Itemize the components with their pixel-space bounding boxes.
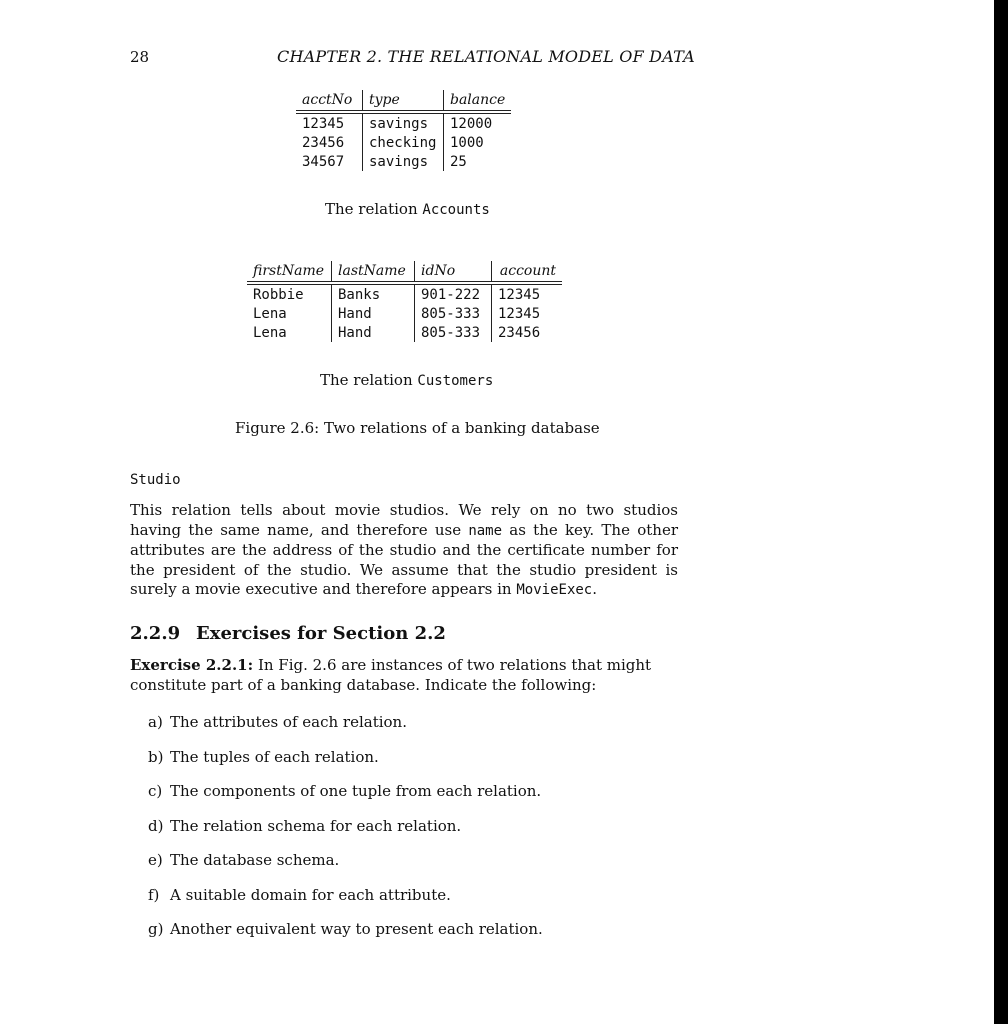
list-marker: b): [148, 748, 164, 766]
column-header: firstName: [253, 263, 324, 279]
table-header-row: [247, 261, 562, 283]
accounts-caption: [325, 200, 490, 218]
column-header: balance: [444, 90, 512, 112]
table-cell: Robbie: [253, 286, 304, 303]
running-head: CHAPTER 2. THE RELATIONAL MODEL OF DATA: [277, 47, 695, 66]
list-item: [148, 748, 379, 766]
table-row: [296, 133, 511, 152]
table-cell: 23456: [492, 323, 563, 342]
code-movieexec: MovieExec: [516, 582, 593, 598]
table-header-row: [296, 90, 511, 112]
table-cell: 805-333: [415, 304, 492, 323]
column-header: type: [363, 90, 444, 112]
table-cell: Lena: [253, 324, 287, 341]
table-row: [296, 152, 511, 171]
table-row: [296, 112, 511, 133]
table-cell: Banks: [332, 283, 415, 304]
table-cell: savings: [363, 112, 444, 133]
list-item: [148, 851, 339, 869]
list-text: The components of one tuple from each relation.: [170, 782, 542, 800]
relation-name: Accounts: [422, 202, 490, 218]
section-title: Exercises for Section 2.2: [196, 623, 446, 644]
table-cell: Hand: [332, 304, 415, 323]
table-cell: 12345: [492, 283, 563, 304]
table-row: [247, 304, 562, 323]
list-marker: c): [148, 782, 163, 800]
studio-text: This relation tells about movie studios. We rely on no two studios having the same name, and therefore use: [130, 501, 678, 539]
customers-table: [247, 261, 562, 342]
list-marker: a): [148, 713, 163, 731]
list-text: The attributes of each relation.: [170, 713, 407, 731]
list-text: A suitable domain for each attribute.: [170, 886, 451, 904]
table-cell: 1000: [444, 133, 512, 152]
list-item: [148, 886, 451, 904]
code-name: name: [468, 522, 503, 539]
list-text: The relation schema for each relation.: [170, 817, 462, 835]
studio-text: .: [592, 580, 598, 598]
table-cell: 23456: [302, 134, 345, 151]
studio-heading: Studio: [130, 472, 181, 488]
exercise-text: In Fig. 2.6 are instances of two relations that might constitute part of a banking database. Indicate the following:: [130, 656, 652, 694]
table-cell: savings: [363, 152, 444, 171]
table-cell: 34567: [302, 153, 345, 170]
list-marker: e): [148, 851, 163, 869]
list-marker: g): [148, 920, 164, 938]
relation-name: Customers: [417, 373, 494, 389]
table-cell: 12345: [302, 115, 345, 132]
studio-description: [130, 501, 678, 601]
table-cell: 25: [444, 152, 512, 171]
table-row: [247, 283, 562, 304]
list-item: [148, 782, 541, 800]
list-marker: d): [148, 817, 164, 835]
section-heading: [130, 623, 446, 644]
studio-text: as the key. The other attributes are the address of the studio and the certificate number for the president of the studio. We assume that the studio president is surely a movie executive and therefore appears in: [130, 520, 678, 598]
column-header: acctNo: [302, 92, 353, 108]
list-text: Another equivalent way to present each relation.: [170, 920, 543, 938]
table-row: [247, 323, 562, 342]
caption-prefix: The relation: [325, 200, 423, 218]
list-text: The database schema.: [170, 851, 340, 869]
caption-prefix: The relation: [320, 371, 418, 389]
table-cell: 12000: [444, 112, 512, 133]
column-header: idNo: [415, 261, 492, 283]
page-number: 28: [130, 48, 150, 66]
list-marker: f): [148, 886, 160, 904]
list-item: [148, 713, 407, 731]
figure-caption: Figure 2.6: Two relations of a banking database: [235, 419, 600, 437]
column-header: lastName: [332, 261, 415, 283]
table-cell: Hand: [332, 323, 415, 342]
exercise-intro: [130, 656, 678, 695]
table-cell: checking: [363, 133, 444, 152]
list-item: [148, 920, 543, 938]
exercise-label: Exercise 2.2.1:: [130, 656, 254, 674]
customers-caption: [320, 371, 493, 389]
list-text: The tuples of each relation.: [170, 748, 379, 766]
accounts-table: [296, 90, 511, 171]
table-cell: Lena: [253, 305, 287, 322]
section-number: 2.2.9: [130, 623, 181, 644]
table-cell: 12345: [492, 304, 563, 323]
column-header: account: [492, 261, 563, 283]
table-cell: 805-333: [415, 323, 492, 342]
list-item: [148, 817, 461, 835]
table-cell: 901-222: [415, 283, 492, 304]
